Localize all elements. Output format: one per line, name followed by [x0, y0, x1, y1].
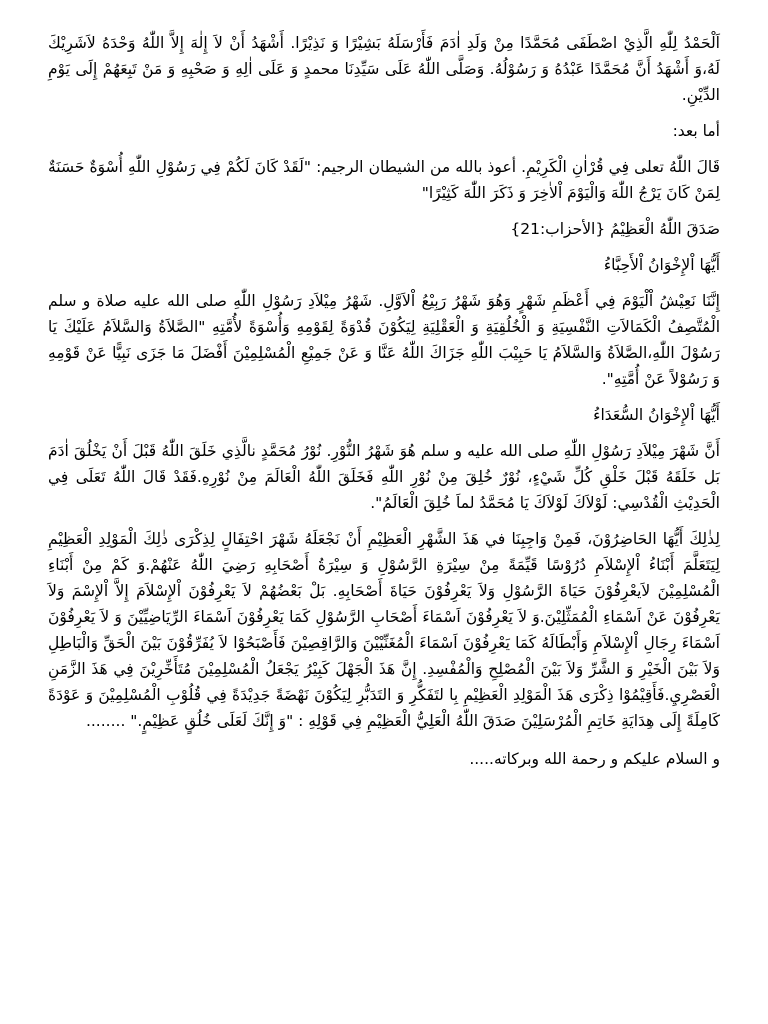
celebration-call-paragraph: لِذٰلِكَ أَيُّهَا الحَاضِرُوْنَ، فَمِنْ وَاجِبِنَا في هَذَ الشَّهْرِ الْعَظِيْمِ أَنْ نَجْعَلَهُ شَهْرَ احْتِفَالٍ لِذِكْرَى ذٰلِكَ الْمَوْلِدِ الْعَظِيْمِ لِيَتَعَلَّمَ أَبْنَاءُ اْلإِسْلاَمِ دُرُوْسًا قَيِّمَةً مِنْ سِيْرَةِ الرَّسُوْلِ وَ سِيْرَةُ أَصْحَابِهِ رَضِيَ اللّٰهُ عَنْهُمْ.وَ كَمْ مِنْ أَبْنَاءِ الْمُسْلِمِيْنَ لاَيعْرِفُوْنَ حَيَاةَ الرَّسُوْلِ وَلاَ يَعْرِفُوْنَ حَيَاةَ أَصْحَابِهِ. بَلْ بَعْضُهُمْ لاَ يَعْرِفُوْنَ اْلإِسْلاَمَ إِلاَّ اْلإِسْمَ وَلاَ يَعْرِفُوْنَ عَنْ اَسْمَاءِ الْمُمَثِّلِيْنَ.وَ لاَ يَعْرِفُوْنَ اَسْمَاءَ أَصْحَابِ الرَّسُوْلِ كَمَا يَعْرِفُوْنَ اَسْمَاءَ الرِّيَاضِيِّيْنَ وَ لاَ يَعْرِفُوْنَ اَسْمَاءَ رِجَالِ اْلإِسْلاَمِ وَأَبْطَالَهُ كَمَا يَعْرِفُوْنَ اَسْمَاءَ الْمُغَنِّيْيْنَ وَالرَّاقِصِيْنَ فَأَصْبَحُوْا لاَ يُفَرِّقُوْنَ بَيْنَ الْحَقِّ وَالْبَاطِلِ وَلاَ بَيْنَ الْخَيْرِ وَ الشَّرِّ وَلاَ بَيْنَ الْمُصْلِحِ وَالْمُفْسِدِ. إِنَّ هَذَ الْجَهْلَ كَبِيْرُ يَجْعَلُ الْمُسْلِمِيْنَ مُتَأَخِّرِيْنَ فِي هَذَ الزَّمَنِ الْعَصْرِيِ.فَأَقِيْمُوْا ذِكْرَى هَذَ الْمَوْلِدِ الْعَظِيْمِ بِا لتَفَكُّرِ وَ التَدَبُّرِ لِيَكُوْنَ نَهْضَةً جَدِيْدَةً فِي قُلُوْبِ الْمُسْلِمِيْنَ وَ عَوْدَةً كَامِلَةً إِلَى هِدَايَةِ خَاتِمِ الْمُرْسَلِيْنَ صَدَقَ اللّٰهُ الْعَلِيُّ الْعَظِيْمِ فِي قَوْلِهِ : "وَ إِنَّكَ لَعَلَى خُلُقٍ عَظِيْمٍ." ........ — [48, 530, 720, 730]
address-beloved-brothers: أَيُّهَا اْلإِخْوَانُ اْلأَحِبَّاءُ — [603, 256, 720, 274]
address-happy-brothers: أَيُّهَا اْلإِخْوَانُ السُّعَدَاءُ — [593, 406, 720, 424]
amma-baad-heading: أما بعد: — [672, 122, 720, 140]
mawlid-month-paragraph: إِنَّنَا نَعِيْشُ اْلْيَوْمَ فِي أَعْظَمِ شَهْرٍ وَهُوَ شَهْرُ رَبِيْعُ اْلاَوَّلِ. شَهْرُ مِيْلاَدِ رَسُوْلِ اللّٰهِ صلى الله عليه صلاة و سلم الْمُتَّصِفُ الْكَمَالاَتِ النَّفْسِيَةِ وَ الْخُلُقِيَةِ وَ الْعَقْلِيَةِ لِيَكُوْنَ قُدْوَةً لِقَوْمِهِ وَأُسْوَةً لأُمَّتِهِ "الصَّلاَةُ وَالسَّلاَمُ عَلَيْكَ يَا رَسُوْلَ اللّٰهِ،الصَّلاَةُ وَالسَّلاَمُ يَا حَبِيْبَ اللّٰهِ جَزَاكَ اللّٰهُ عَنَّا وَ عَنْ جَمِيْعِ الْمُسْلِمِيْنَ أَفْضَلَ مَا جَزَى نَبِيًّا عَنْ قَوْمِهِ وَ رَسُوْلاً عَنْ أُمَّتِهِ". — [48, 292, 720, 388]
nur-muhammad-paragraph: أَنَّ شَهْرَ مِيْلاَدِ رَسُوْلِ اللّٰهِ صلى الله عليه و سلم هُوَ شَهْرُ النُّوْرِ. نُوْرُ مُحَمَّدٍ نالَّذِي خَلَقَ اللّٰهُ قَبْلَ أَنْ يَخْلُقَ اٰدَمَ بَل خَلَقَهُ قَبْلَ خَلْقِ كُلِّ شَيْءٍ، نُوْرٌ خُلِقَ مِنْ نُوْرِ اللّٰهِ فَخَلَقَ اللّٰهُ الْعَالَمَ مِنْ نُوْرِهِ.فَقَدْ قَالَ اللّٰهُ تَعَلَى فِي الْحَدِيْثِ الْقُدْسِي: لَوْلاَكَ لَوْلاَكَ يَا مُحَمَّدُ لماَ خُلِقَ الْعَالَمُ". — [48, 442, 720, 512]
quran-quote-paragraph: قَالَ اللّٰهُ تعلى فِي قُرْاٰنِ الْكَرِيْمِ. أعوذ بالله من الشيطان الرجيم: "لَقَدْ كَانَ لَكُمْ فِي رَسُوْلِ اللّٰهِ أُسْوَةٌ حَسَنَةٌ لِمَنْ كَانَ يَرْجُ اللّٰهَ وَالْيَوْمَ اْلاٰخِرَ وَ ذَكَرَ اللّٰهَ كَثِيْرًا" — [48, 158, 720, 202]
opening-praise-paragraph: اَلْحَمْدُ لِلّٰهِ الَّذِيْ اصْطَفَى مُحَمَّدًا مِنْ وَلَدِ اٰدَمَ فَأَرْسَلَهُ بَشِيْرًا وَ نَذِيْرًا. أَشْهَدُ أَنْ لاَ إِلٰهَ إِلاَّ اللّٰهُ وَحْدَهُ لاَشَرِيْكَ لَهُ،وَ أَشْهَدُ أَنَّ مُحَمَّدًا عَبْدُهُ وَ رَسُوْلُهُ. وَصَلَّى اللّٰهُ عَلَى سَيِّدِنَا محمدٍ وَ عَلَى اٰلِهِ وَ صَحْبِهِ وَ مَنْ تَبِعَهُمْ إِلَى يَوْمِ الدِّيْنِ. — [48, 34, 720, 104]
closing-salam-line: و السلام عليكم و رحمة الله وبركاته..... — [469, 750, 720, 768]
sadaqa-line: صَدَقَ اللّٰهُ الْعَظِيْمُ {الأحزاب:21} — [510, 220, 720, 238]
